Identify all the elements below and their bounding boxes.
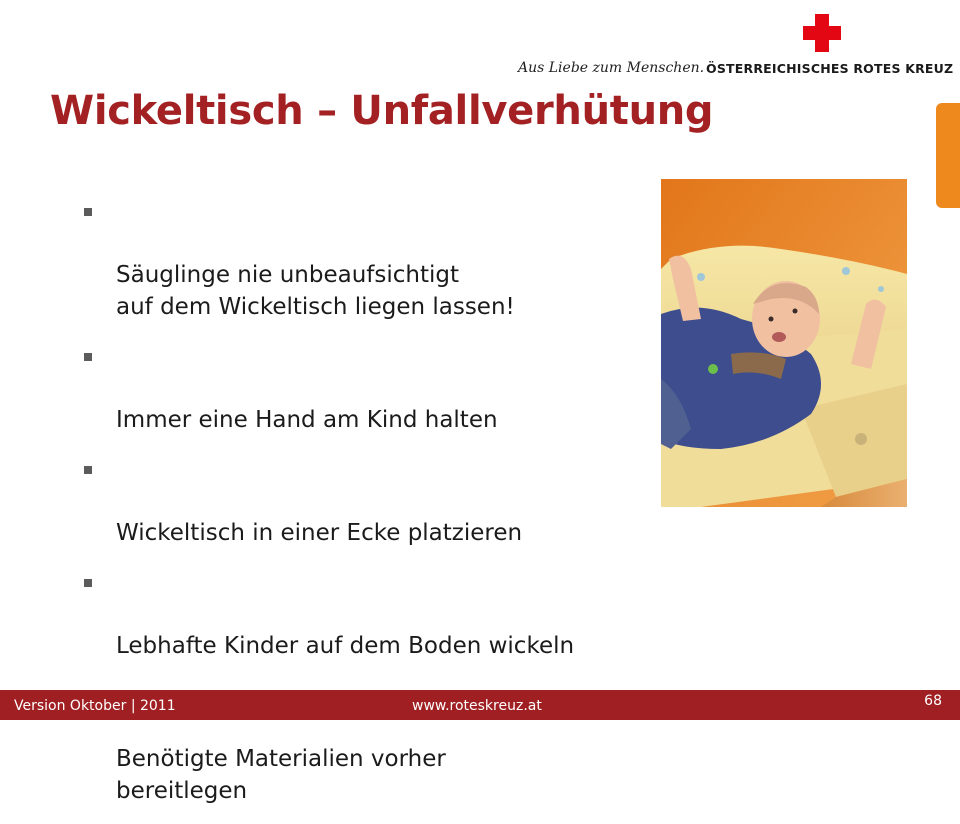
bullet-text: Benötigte Materialien vorher bereitlegen [116,746,446,804]
bullet-text: Säuglinge nie unbeaufsichtigt auf dem Wickeltisch liegen lassen! [116,262,515,320]
bullet-item [82,453,662,549]
square-bullet-icon [84,579,92,587]
footer-url-link[interactable]: www.roteskreuz.at [412,698,542,714]
square-bullet-icon [84,353,92,361]
baby-on-changing-table-photo [661,179,907,507]
bullet-text: Lebhafte Kinder auf dem Boden wickeln [116,633,575,659]
page-number: 68 [924,693,942,709]
square-bullet-icon [84,466,92,474]
red-cross-icon [803,14,841,52]
bullet-item [82,566,662,662]
bullet-item [82,195,662,323]
organization-name: ÖSTERREICHISCHES ROTES KREUZ [706,61,954,76]
bullet-text: Wickeltisch in einer Ecke platzieren [116,520,523,546]
bullet-text: Immer eine Hand am Kind halten [116,407,498,433]
side-tab [936,103,960,208]
footer-version: Version Oktober | 2011 [14,698,176,714]
slide-title: Wickeltisch – Unfallverhütung [50,88,714,134]
bullet-item [82,340,662,436]
bullet-list [82,195,662,824]
square-bullet-icon [84,208,92,216]
slogan: Aus Liebe zum Menschen. [518,60,705,76]
footer-bar [0,690,960,720]
